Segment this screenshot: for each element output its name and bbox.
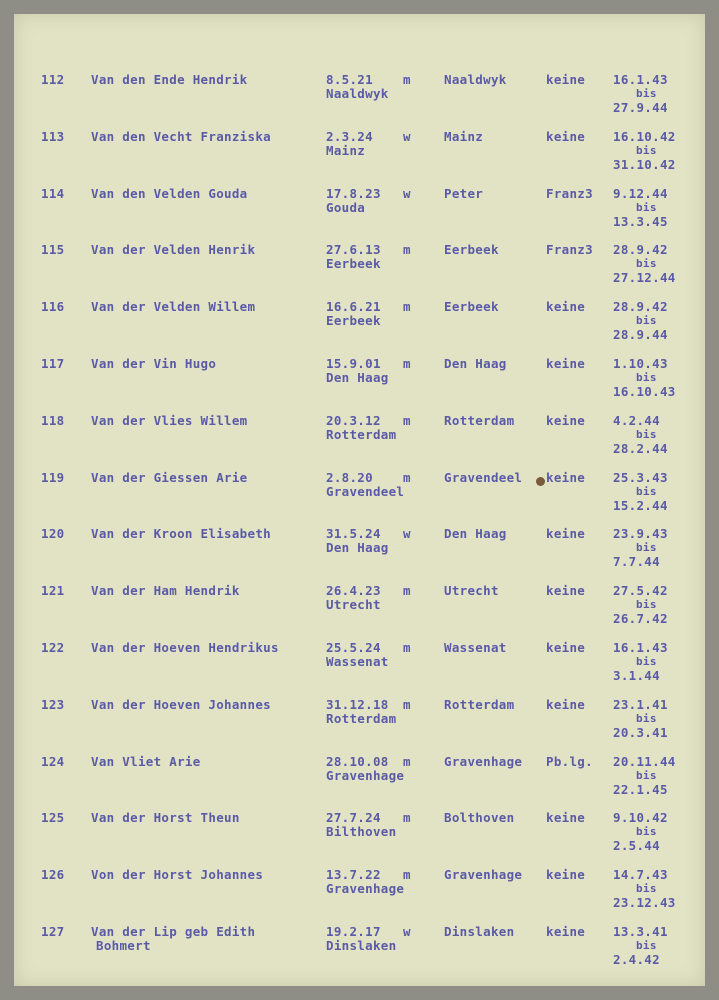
period-start: 16.1.43 [613,72,668,87]
record-number: 117 [41,356,65,371]
record-row [14,697,705,753]
person-name: Van den Velden Gouda [91,185,248,201]
person-name: Van der Ham Hendrik [91,583,240,599]
period-start: 1.10.43 [613,356,668,371]
nationality-field: keine [546,356,586,371]
birth-date: 31.5.24 [326,526,381,542]
birth-date: 2.3.24 [326,128,373,144]
period-end: 23.12.43 [613,895,676,911]
record-number: 126 [41,867,65,883]
nationality-field: keine [546,72,586,87]
nationality-field: keine [546,640,586,655]
period-bis: bis [636,87,657,100]
period-end: 22.1.45 [613,781,668,797]
period-end: 27.9.44 [613,100,668,115]
record-row [14,186,705,242]
record-number: 119 [41,469,65,485]
record-number: 115 [41,242,65,258]
record-number: 113 [41,128,65,144]
period-end: 7.7.44 [613,554,660,570]
record-row [14,242,705,298]
sex-field: m [403,469,411,485]
birth-place: Bilthoven [326,824,397,840]
city-field: Rotterdam [444,412,515,428]
birth-place: Mainz [326,142,366,158]
record-row [14,810,705,866]
record-row [14,867,705,923]
birth-place: Gravenhage [326,881,405,897]
person-name: Van der Vlies Willem [91,412,248,428]
birth-date: 8.5.21 [326,72,373,87]
nationality-field: keine [546,469,586,485]
birth-place: Rotterdam [326,710,397,726]
birth-place: Eerbeek [326,313,381,329]
period-end: 3.1.44 [613,668,660,683]
birth-place: Naaldwyk [326,86,389,101]
nationality-field: keine [546,810,586,826]
nationality-field: keine [546,299,586,315]
person-name: Von der Horst Johannes [91,867,264,883]
birth-date: 31.12.18 [326,696,389,712]
period-end: 2.5.44 [613,838,660,854]
birth-place: Den Haag [326,370,389,385]
record-number: 114 [41,185,65,201]
sex-field: m [403,583,411,599]
nationality-field: Pb.lg. [546,753,593,769]
city-field: Utrecht [444,583,499,599]
period-end: 26.7.42 [613,611,668,627]
city-field: Eerbeek [444,299,499,315]
period-start: 9.10.42 [613,810,668,826]
person-name: Van der Lip geb Edith [91,924,256,939]
nationality-field: Franz3 [546,185,593,201]
record-row [14,129,705,185]
sex-field: w [403,526,411,542]
birth-date: 17.8.23 [326,185,381,201]
record-row [14,526,705,582]
birth-place: Eerbeek [326,256,381,272]
period-start: 16.1.43 [613,640,668,655]
nationality-field: keine [546,924,586,939]
birth-place: Dinslaken [326,938,397,953]
record-row [14,413,705,469]
period-bis: bis [636,257,657,271]
birth-place: Gouda [326,199,366,215]
person-name: Van der Hoeven Hendrikus [91,640,279,655]
birth-date: 13.7.22 [326,867,381,883]
period-end: 13.3.45 [613,213,668,229]
nationality-field: Franz3 [546,242,593,258]
person-name: Van der Giessen Arie [91,469,248,485]
sex-field: m [403,810,411,826]
birth-place: Utrecht [326,597,381,613]
birth-date: 19.2.17 [326,924,381,939]
record-number: 112 [41,72,65,87]
birth-place: Gravendeel [326,483,405,499]
birth-date: 16.6.21 [326,299,381,315]
person-name: Van der Velden Willem [91,299,256,315]
nationality-field: keine [546,526,586,542]
period-bis: bis [636,825,657,839]
record-row [14,640,705,696]
person-name: Van Vliet Arie [91,753,201,769]
city-field: Eerbeek [444,242,499,258]
period-bis: bis [636,598,657,612]
birth-place: Gravenhage [326,767,405,783]
birth-date: 27.7.24 [326,810,381,826]
city-field: Den Haag [444,356,507,371]
record-number: 121 [41,583,65,599]
record-number: 118 [41,412,65,428]
sex-field: w [403,128,411,144]
period-end: 2.4.42 [613,952,660,967]
birth-date: 20.3.12 [326,412,381,428]
sex-field: m [403,867,411,883]
person-name-line2: Bohmert [96,938,151,953]
period-start: 4.2.44 [613,412,660,428]
city-field: Naaldwyk [444,72,507,87]
birth-place: Den Haag [326,540,389,556]
birth-date: 25.5.24 [326,640,381,655]
period-start: 25.3.43 [613,469,668,485]
period-bis: bis [636,484,657,498]
period-end: 16.10.43 [613,384,676,399]
city-field: Mainz [444,128,484,144]
record-number: 116 [41,299,65,315]
city-field: Gravenhage [444,867,523,883]
nationality-field: keine [546,128,586,144]
period-start: 13.3.41 [613,924,668,939]
record-row [14,356,705,412]
nationality-field: keine [546,867,586,883]
period-start: 14.7.43 [613,867,668,883]
birth-date: 26.4.23 [326,583,381,599]
period-bis: bis [636,768,657,782]
birth-place: Rotterdam [326,426,397,442]
city-field: Bolthoven [444,810,515,826]
period-end: 28.2.44 [613,440,668,456]
period-end: 20.3.41 [613,724,668,740]
record-number: 124 [41,753,65,769]
city-field: Den Haag [444,526,507,542]
period-bis: bis [636,200,657,214]
period-start: 9.12.44 [613,185,668,201]
period-start: 23.9.43 [613,526,668,542]
record-number: 125 [41,810,65,826]
sex-field: w [403,924,411,939]
period-bis: bis [636,711,657,725]
period-bis: bis [636,371,657,384]
period-end: 27.12.44 [613,270,676,286]
record-row [14,583,705,639]
sex-field: w [403,185,411,201]
person-name: Van der Kroon Elisabeth [91,526,271,542]
record-number: 122 [41,640,65,655]
person-name: Van den Ende Hendrik [91,72,248,87]
period-bis: bis [636,541,657,555]
person-name: Van der Hoeven Johannes [91,696,271,712]
period-start: 28.9.42 [613,299,668,315]
birth-place: Wassenat [326,654,389,669]
sex-field: m [403,299,411,315]
sex-field: m [403,696,411,712]
period-bis: bis [636,882,657,896]
period-start: 28.9.42 [613,242,668,258]
period-end: 31.10.42 [613,156,676,172]
birth-date: 27.6.13 [326,242,381,258]
sex-field: m [403,242,411,258]
period-start: 20.11.44 [613,753,676,769]
period-bis: bis [636,939,657,952]
sex-field: m [403,640,411,655]
nationality-field: keine [546,583,586,599]
record-number: 120 [41,526,65,542]
record-number: 123 [41,696,65,712]
period-end: 15.2.44 [613,497,668,513]
record-row [14,299,705,355]
city-field: Gravendeel [444,469,523,485]
period-start: 27.5.42 [613,583,668,599]
city-field: Wassenat [444,640,507,655]
birth-date: 2.8.20 [326,469,373,485]
city-field: Gravenhage [444,753,523,769]
period-start: 23.1.41 [613,696,668,712]
document-page [14,14,705,986]
birth-date: 28.10.08 [326,753,389,769]
person-name: Van der Velden Henrik [91,242,256,258]
period-bis: bis [636,655,657,668]
city-field: Rotterdam [444,696,515,712]
period-bis: bis [636,427,657,441]
nationality-field: keine [546,412,586,428]
sex-field: m [403,753,411,769]
period-bis: bis [636,314,657,328]
record-row [14,470,705,526]
period-end: 28.9.44 [613,327,668,343]
sex-field: m [403,412,411,428]
birth-date: 15.9.01 [326,356,381,371]
period-start: 16.10.42 [613,128,676,144]
sex-field: m [403,356,411,371]
person-name: Van der Horst Theun [91,810,240,826]
record-row [14,924,705,980]
record-row [14,72,705,128]
record-number: 127 [41,924,65,939]
city-field: Dinslaken [444,924,515,939]
person-name: Van den Vecht Franziska [91,128,271,144]
nationality-field: keine [546,696,586,712]
person-name: Van der Vin Hugo [91,356,217,371]
city-field: Peter [444,185,484,201]
record-row [14,754,705,810]
period-bis: bis [636,143,657,157]
sex-field: m [403,72,411,87]
